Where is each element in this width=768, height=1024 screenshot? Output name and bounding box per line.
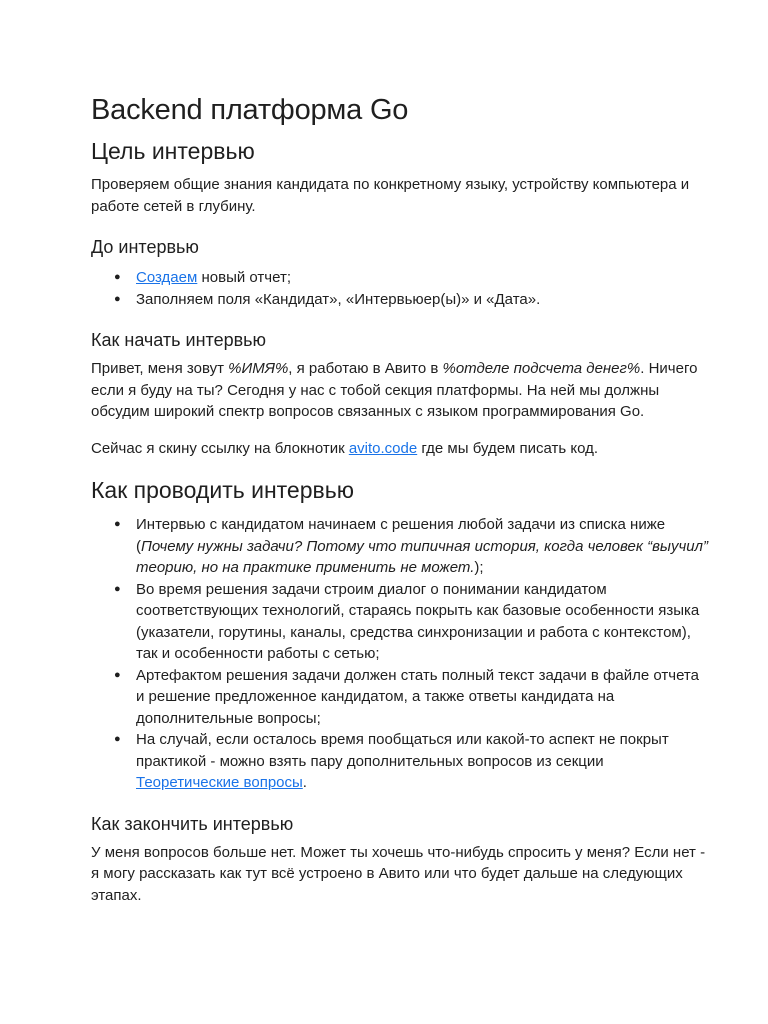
before-heading: До интервью: [91, 237, 199, 257]
list-item: [91, 267, 708, 289]
bullet-icon: ●: [114, 668, 121, 681]
name-placeholder: %ИМЯ%: [228, 360, 289, 377]
list-item-text: Интервью с кандидатом начинаем с решения любой задачи из списка ниже (: [136, 516, 666, 555]
list-item-text: Заполняем поля «Кандидат», «Интервьюер(ы)» и «Дата».: [136, 290, 541, 308]
notebook-text: где мы будем писать код.: [417, 439, 599, 457]
list-item: [91, 289, 708, 311]
goal-heading: Цель интервью: [91, 138, 255, 164]
end-paragraph: У меня вопросов больше нет. Может ты хочешь что-нибудь спросить у меня? Если нет - я могу рассказать как тут всё устроено в Авито или что будет дальше на следующих этапах.: [91, 843, 706, 904]
list-item-italic: Почему нужны задачи? Потому что типичная история, когда человек “выучил” теорию, но на практике применить не может.: [136, 537, 709, 576]
list-item-text: .: [302, 774, 307, 791]
notebook-paragraph: [91, 438, 708, 460]
list-item-text: На случай, если осталось время пообщаться или какой-то аспект не покрыт практикой - можно взять пару дополнительных вопросов из секции: [136, 731, 669, 770]
document-title: Backend платформа Go: [91, 94, 409, 126]
list-item-text: новый отчет;: [197, 269, 291, 286]
bullet-icon: ●: [114, 518, 121, 530]
create-report-link[interactable]: Создаем: [136, 269, 198, 286]
list-item: [91, 729, 708, 794]
list-item: [91, 665, 708, 730]
avito-code-link[interactable]: avito.code: [348, 439, 418, 457]
list-item-text: Артефактом решения задачи должен стать полный текст задачи в файле отчета и решение предложенное кандидатом, а также ответы кандидата на дополнительные вопросы;: [136, 666, 699, 727]
before-list: [91, 267, 708, 310]
greeting-text: Привет, меня зовут: [91, 360, 229, 377]
list-item: [91, 579, 708, 665]
conduct-list: [91, 514, 708, 794]
notebook-text: Сейчас я скину ссылку на блокнотик: [91, 439, 349, 457]
conduct-heading: Как проводить интервью: [91, 477, 354, 503]
bullet-icon: ●: [114, 292, 121, 305]
bullet-icon: ●: [114, 733, 121, 745]
bullet-icon: ●: [114, 582, 121, 595]
greeting-paragraph: [91, 358, 708, 423]
bullet-icon: ●: [114, 271, 121, 283]
theory-questions-link[interactable]: Теоретические вопросы: [136, 774, 303, 791]
greeting-text: . Ничего если я буду на ты? Сегодня у нас с тобой секция платформы. На ней мы должны обсудим широкий спектр вопросов связанных с языком программирования Go.: [91, 360, 698, 420]
end-heading: Как закончить интервью: [91, 813, 294, 834]
greeting-text: , я работаю в Авито в: [288, 360, 443, 377]
start-heading: Как начать интервью: [91, 330, 267, 350]
goal-paragraph: Проверяем общие знания кандидата по конкретному языку, устройству компьютера и работе сетей в глубину.: [91, 176, 690, 215]
list-item-text: );: [474, 559, 484, 576]
list-item: [91, 514, 708, 579]
list-item-text: Во время решения задачи строим диалог о понимании кандидатом соответствующих технологий, стараясь покрыть как базовые особенности языка (указатели, горутины, каналы, средства синхронизации и работа с контекстом), так и особенности работы с сетью;: [136, 580, 700, 662]
department-placeholder: %отделе подсчета денег%: [442, 360, 641, 377]
